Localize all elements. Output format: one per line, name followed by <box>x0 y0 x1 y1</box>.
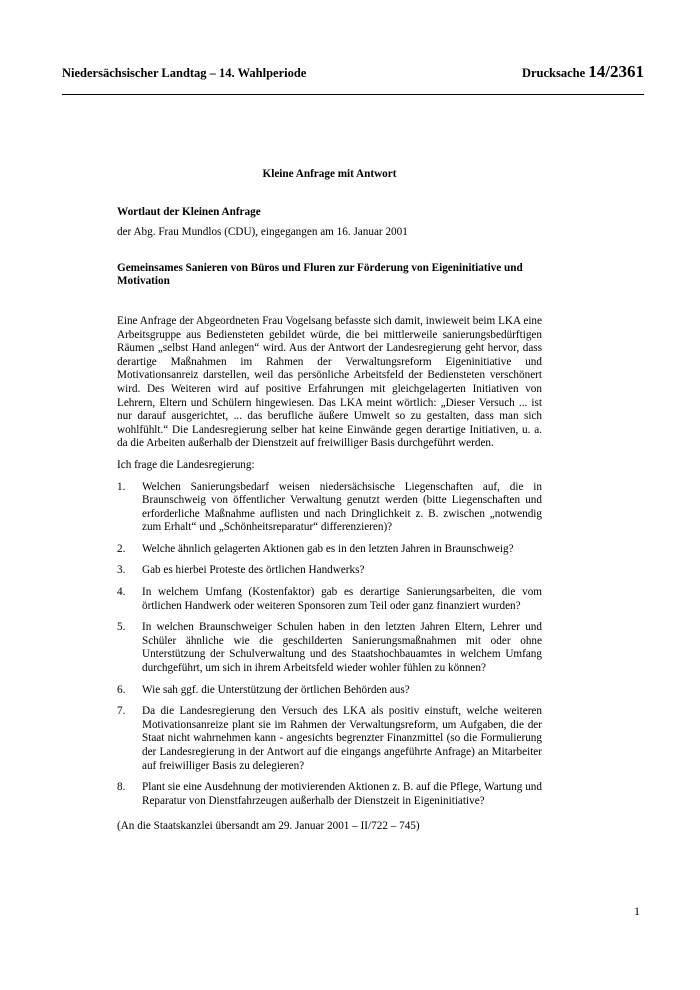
question-text: Welche ähnlich gelagerten Aktionen gab es in den letzten Jahren in Braunschweig? <box>142 542 514 555</box>
question-text: Plant sie eine Ausdehnung der motivierenden Aktionen z. B. auf die Pflege, Wartung und Reparatur von Dienstfahrzeugen außerhalb der Dienstzeit in Eigeninitiative? <box>142 781 542 807</box>
intro-paragraph: Eine Anfrage der Abgeordneten Frau Vogelsang befasste sich damit, inwieweit beim LKA eine Arbeitsgruppe aus Bediensteten gebildet würde, die bei mittlerweile sanierungsbedürftigen Räumen „selbst Hand anlegen“ wird. Aus der Antwort der Landesregierung geht hervor, dass derartige Maßnahmen im Rahmen der Verwaltungsreform Eigeninitiative und Motivationsanreiz darstellen, weil das persönliche Arbeitsfeld der Bediensteten verschönert wird. Des Weiteren wird auf positive Erfahrungen mit gleichgelagerten Initiativen von Lehrern, Eltern und Schülern hingewiesen. Das LKA meint wörtlich: „Dieser Versuch ... ist nur darauf ausgerichtet, ... das berufliche äußere Umwelt so zu gestalten, dass man sich wohlfühlt.“ Die Landesregierung selber hat keine Einwände gegen derartige Initiativen, u. a. da die Arbeiten außerhalb der Dienstzeit auf freiwilliger Basis durchgeführt werden. <box>117 314 542 450</box>
question-number: 3. <box>117 564 126 577</box>
page-number: 1 <box>634 904 640 918</box>
question-number: 6. <box>117 683 126 696</box>
print-label: Drucksache <box>521 66 586 80</box>
question-text: Welchen Sanierungsbedarf weisen niedersächsische Liegenschaften auf, die in Braunschweig von öffentlicher Verwaltung genutzt werden (bitte Liegenschaften und erforderliche Maßnahme auflisten und nach Dringlichkeit z. B. zwischen „notwendig zum Erhalt“ und „Schönheitsreparatur“ differenzieren)? <box>142 480 542 534</box>
question-list <box>117 481 542 809</box>
print-number <box>522 62 644 82</box>
byline: der Abg. Frau Mundlos (CDU), eingegangen am 16. Januar 2001 <box>117 226 408 239</box>
question-text: In welchen Braunschweiger Schulen haben in den letzten Jahren Eltern, Lehrer und Schüler ähnliche wie die geschilderten Sanierungsmaßnahmen mit oder ohne Unterstützung der Schulverwaltung und des Staatshochbauamtes in welchem Umfang durchgeführt, um sich in ihrem Arbeitsfeld wieder wohler fühlen zu können? <box>142 621 542 675</box>
transmission-note: (An die Staatskanzlei übersandt am 29. Januar 2001 – II/722 – 745) <box>117 820 420 833</box>
parliament-period: Niedersächsischer Landtag – 14. Wahlperiode <box>62 66 307 80</box>
lead-in: Ich frage die Landesregierung: <box>117 458 255 471</box>
question-number: 2. <box>117 542 126 555</box>
question-text: Gab es hierbei Proteste des örtlichen Handwerks? <box>142 564 365 577</box>
question-item <box>117 481 542 535</box>
question-item <box>117 781 542 808</box>
question-number: 8. <box>117 781 126 794</box>
question-item <box>117 543 542 557</box>
question-item <box>117 564 542 578</box>
page-header <box>62 62 644 95</box>
question-text: Da die Landesregierung den Versuch des LKA als positiv einstuft, welche weiteren Motivationsanreize plant sie im Rahmen der Verwaltungsreform, um Aufgaben, die der Staat nicht wahrnehmen kann - angesichts begrenzter Finanzmittel (so die Formulierung der Landesregierung in der Antwort auf die eingangs angeführte Anfrage) an Mitarbeiter auf freiwilliger Basis zu delegieren? <box>142 705 542 772</box>
question-text: Wie sah ggf. die Unterstützung der örtlichen Behörden aus? <box>142 683 410 696</box>
question-item <box>117 684 542 698</box>
inquiry-title: Gemeinsames Sanieren von Büros und Fluren zur Förderung von Eigeninitiative und Motivation <box>117 261 523 288</box>
question-number: 1. <box>117 480 126 493</box>
question-item <box>117 705 542 773</box>
question-item <box>117 621 542 675</box>
question-item <box>117 586 542 613</box>
question-text: In welchem Umfang (Kostenfaktor) gab es derartige Sanierungsarbeiten, die vom örtlichen Handwerk oder weiteren Sponsoren zum Teil oder ganz finanziert wurden? <box>142 586 542 612</box>
print-number-value: 14/2361 <box>588 62 644 81</box>
question-number: 5. <box>117 621 126 634</box>
question-number: 4. <box>117 586 126 599</box>
document-body <box>117 168 542 834</box>
question-number: 7. <box>117 705 126 718</box>
section-heading: Wortlaut der Kleinen Anfrage <box>117 205 261 218</box>
document-type: Kleine Anfrage mit Antwort <box>262 168 397 180</box>
